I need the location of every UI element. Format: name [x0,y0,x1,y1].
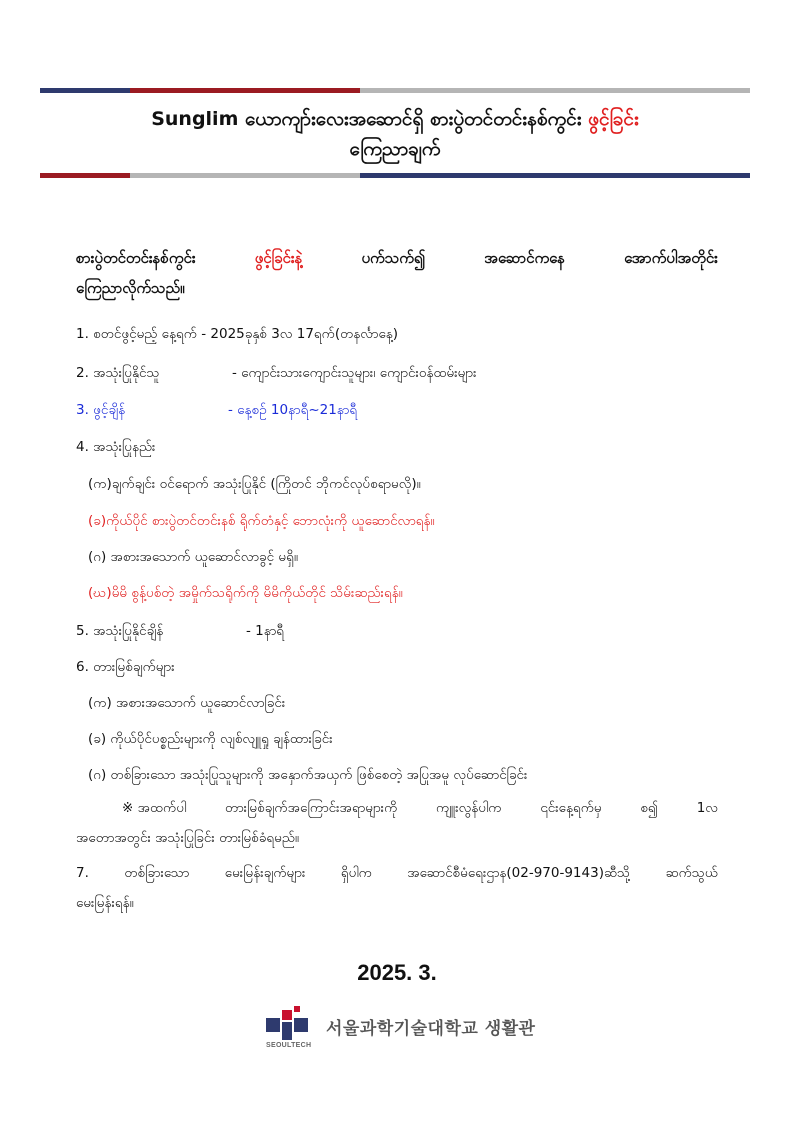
notice-date: 2025. 3. [357,960,437,985]
header-divider-bottom [40,173,750,178]
item-usage-c: (ဂ) အစားအသောက် ယူဆောင်လာခွင့် မရှိ။ [88,549,298,565]
item-usage-a: (က)ချက်ချင်း ဝင်ရောက် အသုံးပြုနိုင် (ကြိုတင် ဘိုကင်လုပ်စရာမလို)။ [88,476,421,492]
title-highlight: ဖွင့်ခြင်း [588,108,639,130]
logo-name: 서울과학기술대학교 생활관 [326,1019,536,1039]
seoultech-emblem-icon [266,1006,316,1052]
item-eligible-users: 2. အသုံးပြုနိုင်သူ - ကျောင်းသားကျောင်းသူများ၊ ကျောင်းဝန်ထမ်းများ [76,365,477,381]
item-usage-d: (ဃ)မိမိ စွန့်ပစ်တဲ့ အမှိုက်သရိုက်ကို မိမိကိုယ်တိုင် သိမ်းဆည်းရန်။ [88,585,403,601]
item-prohibition-a: (က) အစားအသောက် ယူဆောင်လာခြင်း [88,695,286,711]
intro-highlight: ဖွင့်ခြင်းနဲ့ [254,249,303,267]
seoultech-logo [266,1006,535,1052]
logo-subtitle: SEOULTECH [266,1042,312,1049]
item-prohibition-b: (ခ) ကိုယ်ပိုင်ပစ္စည်းများကို လျစ်လျူရှု ချန်ထားခြင်း [88,731,333,747]
item-prohibition-c: (ဂ) တစ်ခြားသော အသုံးပြုသူများကို အနှောက်အယှက် ဖြစ်စေတဲ့ အပြုအမူ လုပ်ဆောင်ခြင်း [88,767,528,783]
item-contact: 7. တစ်ခြားသော မေးမြန်းချက်များ ရှိပါက အဆောင်စီမံရေးဌာန(02-970-9143)ဆီသို့ ဆက်သွယ် မေးမြန်းရန်။ [76,865,718,911]
title-line-1 [40,104,750,134]
penalty-note: ※ အထက်ပါ တားမြစ်ချက်အကြောင်းအရာများကို ကျူးလွန်ပါက ၎င်းနေ့ရက်မှ စ၍ 1လ အတောအတွင်း အသုံးပြုခြင်း တားမြစ်ခံရမည်။ [76,800,718,846]
item-opening-hours: 3. ဖွင့်ချိန် - နေ့စဉ် 10နာရီ~21နာရီ [76,402,358,418]
item-usage-b: (ခ)ကိုယ်ပိုင် စားပွဲတင်တင်းနစ် ရိုက်တံနှင့် ဘောလုံးကို ယူဆောင်လာရန်။ [88,513,435,529]
item-prohibitions-heading: 6. တားမြစ်ချက်များ [76,659,175,675]
item-open-date: 1. စတင်ဖွင့်မည့် နေ့ရက် - 2025ခုနှစ် 3လ 17ရက်(တနင်္လာနေ့) [76,326,399,342]
item-usage-heading: 4. အသုံးပြုနည်း [76,439,156,455]
page-title [40,104,750,164]
title-text: Sunglim ယောကျာ်းလေးအဆောင်ရှိ စားပွဲတင်တင်းနစ်ကွင်း [151,108,589,130]
header-divider-top [40,88,750,93]
title-line-2: ကြေညာချက် [349,138,441,160]
intro-paragraph: စားပွဲတင်တင်းနစ်ကွင်း ဖွင့်ခြင်းနဲ့ ပက်သက်၍ အဆောင်ကနေ အောက်ပါအတိုင်း ကြေညာလိုက်သည်။ [76,243,718,303]
item-usage-duration: 5. အသုံးပြုနိုင်ချိန် - 1နာရီ [76,623,285,639]
